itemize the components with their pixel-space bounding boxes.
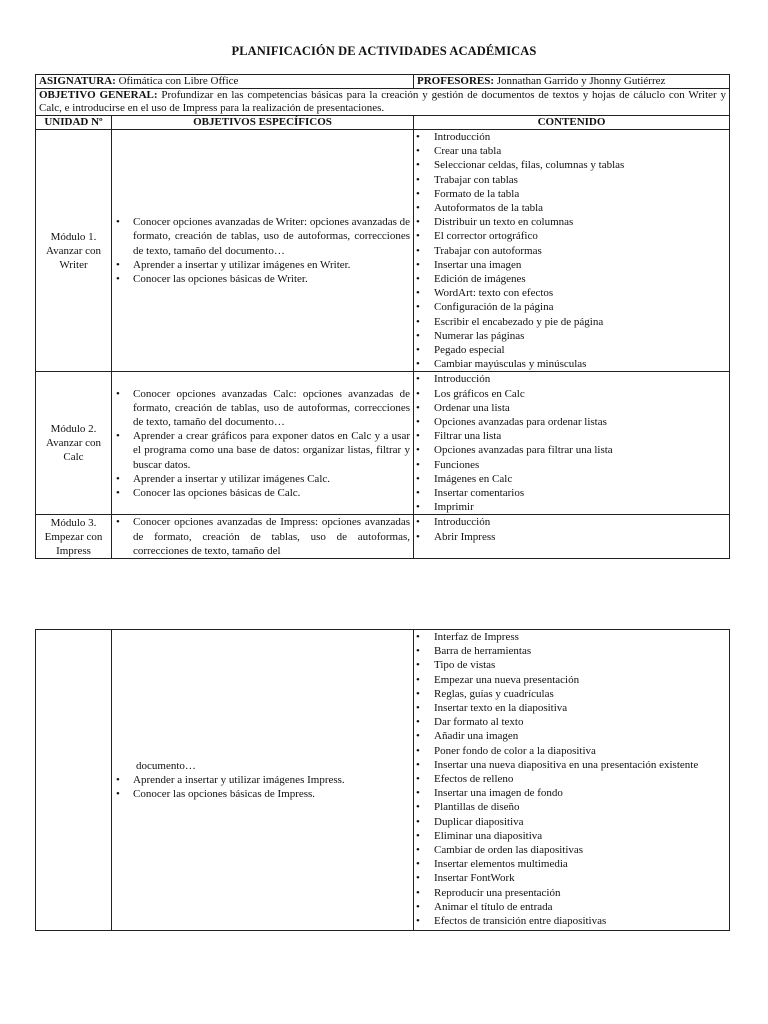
objectives-list [114, 215, 410, 286]
content-item: • Poner fondo de color a la diapositiva [414, 744, 726, 758]
objectives-list [114, 387, 410, 501]
unit-cell: Módulo 3. Empezar con Impress [36, 515, 112, 559]
subject-value: Ofimática con Libre Office [115, 75, 239, 87]
content-item: • Formato de la tabla [414, 187, 726, 201]
header-unidad: UNIDAD Nº [36, 116, 112, 130]
content-item: • Interfaz de Impress [414, 630, 726, 644]
content-list [414, 372, 726, 514]
content-item: • Pegado especial [414, 343, 726, 357]
content-item: • Cambiar de orden las diapositivas [414, 843, 726, 857]
objective-item: • Conocer las opciones básicas de Impress. [114, 787, 410, 801]
content-item: • Tipo de vistas [414, 658, 726, 672]
objective-item: • Conocer las opciones básicas de Calc. [114, 486, 410, 500]
content-cell [414, 130, 730, 372]
content-item: • Insertar FontWork [414, 871, 726, 885]
content-item: • Filtrar una lista [414, 429, 726, 443]
content-item: • Añadir una imagen [414, 729, 726, 743]
teachers-value: Jonnathan Garrido y Jhonny Gutiérrez [494, 75, 666, 87]
objective-item: • Conocer opciones avanzadas de Writer: opciones avanzadas de formato, creación de tablas, uso de autoformas, correcciones de texto, tamaño del documento… [114, 215, 410, 258]
content-item: • Plantillas de diseño [414, 800, 726, 814]
objectives-cell [112, 515, 414, 559]
content-item: • Configuración de la página [414, 300, 726, 314]
header-row [36, 116, 730, 130]
content-item: • Insertar una imagen [414, 258, 726, 272]
content-item: • Opciones avanzadas para ordenar listas [414, 415, 726, 429]
content-item: • Animar el título de entrada [414, 900, 726, 914]
planning-table-continued [35, 629, 730, 931]
page-title: PLANIFICACIÓN DE ACTIVIDADES ACADÉMICAS [231, 44, 537, 58]
content-item: • Insertar una nueva diapositiva en una presentación existente [414, 758, 726, 772]
content-item: • El corrector ortográfico [414, 229, 726, 243]
content-item: • Imprimir [414, 500, 726, 514]
content-item: • Insertar una imagen de fondo [414, 786, 726, 800]
objective-item: • Conocer opciones avanzadas Calc: opciones avanzadas de formato, creación de tablas, uso de autoformas, correcciones de texto, tamaño del documento… [114, 387, 410, 430]
content-item: • Crear una tabla [414, 144, 726, 158]
objectives-cell-continued [112, 630, 414, 931]
content-cell-continued [414, 630, 730, 931]
unit-cell-empty [36, 630, 112, 931]
content-item: • Barra de herramientas [414, 644, 726, 658]
content-item: • Abrir Impress [414, 530, 726, 544]
content-list [414, 515, 726, 543]
content-item: • WordArt: texto con efectos [414, 286, 726, 300]
content-item: • Duplicar diapositiva [414, 815, 726, 829]
content-item: • Eliminar una diapositiva [414, 829, 726, 843]
module-row [36, 372, 730, 515]
content-item: • Insertar texto en la diapositiva [414, 701, 726, 715]
content-item: • Efectos de transición entre diapositivas [414, 914, 726, 928]
objective-item: • Conocer opciones avanzadas de Impress: opciones avanzadas de formato, creación de tablas, uso de autoformas, correcciones de texto, tamaño del [114, 515, 410, 558]
content-item: • Reglas, guías y cuadrículas [414, 687, 726, 701]
header-contenido: CONTENIDO [414, 116, 730, 130]
unit-cell: Módulo 1. Avanzar con Writer [36, 130, 112, 372]
subject-row [36, 75, 730, 89]
objective-item: • Conocer las opciones básicas de Writer. [114, 272, 410, 286]
content-item: • Introducción [414, 372, 726, 386]
content-item: • Introducción [414, 515, 726, 529]
content-item: • Escribir el encabezado y pie de página [414, 315, 726, 329]
content-item: • Insertar comentarios [414, 486, 726, 500]
content-item: • Edición de imágenes [414, 272, 726, 286]
module-row [36, 515, 730, 559]
teachers-label: PROFESORES: [417, 75, 495, 87]
module-row [36, 130, 730, 372]
objectives-cell [112, 130, 414, 372]
objective-item: • Aprender a crear gráficos para exponer datos en Calc y a usar el programa como una base de datos: organizar listas, filtrar y buscar datos. [114, 429, 410, 472]
content-list [414, 130, 726, 371]
general-objective-label: OBJETIVO GENERAL: [39, 89, 158, 101]
content-cell [414, 372, 730, 515]
content-item: • Opciones avanzadas para filtrar una lista [414, 443, 726, 457]
objectives-cell [112, 372, 414, 515]
content-list-continued [414, 630, 726, 928]
content-item: • Numerar las páginas [414, 329, 726, 343]
general-objective-cell [36, 89, 730, 116]
content-item: • Trabajar con autoformas [414, 244, 726, 258]
content-item: • Reproducir una presentación [414, 886, 726, 900]
content-cell [414, 515, 730, 559]
content-item: • Ordenar una lista [414, 401, 726, 415]
teachers-cell [414, 75, 730, 89]
content-item: • Los gráficos en Calc [414, 387, 726, 401]
content-item: • Insertar elementos multimedia [414, 857, 726, 871]
content-item: • Cambiar mayúsculas y minúsculas [414, 357, 726, 371]
general-objective-text: Profundizar en las competencias básicas para la creación y gestión de documentos de textos y hojas de cáluclo con Writer y Calc, e introducirse en el uso de Impress para la realización de presentaciones. [39, 89, 727, 114]
header-objetivos: OBJETIVOS ESPECÍFICOS [112, 116, 414, 130]
content-item: • Funciones [414, 458, 726, 472]
objective-continuation-text: documento… [136, 759, 196, 772]
content-item: • Introducción [414, 130, 726, 144]
content-item: • Efectos de relleno [414, 772, 726, 786]
content-item: • Distribuir un texto en columnas [414, 215, 726, 229]
objectives-list-continued [114, 773, 410, 801]
unit-cell: Módulo 2. Avanzar con Calc [36, 372, 112, 515]
planning-table [35, 74, 730, 559]
content-item: • Autoformatos de la tabla [414, 201, 726, 215]
content-item: • Dar formato al texto [414, 715, 726, 729]
general-objective-row [36, 89, 730, 116]
content-item: • Trabajar con tablas [414, 173, 726, 187]
module-3-continued-row [36, 630, 730, 931]
content-item: • Empezar una nueva presentación [414, 673, 726, 687]
subject-cell [36, 75, 414, 89]
objective-item: • Aprender a insertar y utilizar imágenes en Writer. [114, 258, 410, 272]
content-item: • Seleccionar celdas, filas, columnas y tablas [414, 158, 726, 172]
objective-item: • Aprender a insertar y utilizar imágenes Calc. [114, 472, 410, 486]
subject-label: ASIGNATURA: [39, 75, 116, 87]
content-item: • Imágenes en Calc [414, 472, 726, 486]
objectives-list [114, 515, 410, 558]
objective-item: • Aprender a insertar y utilizar imágenes Impress. [114, 773, 410, 787]
